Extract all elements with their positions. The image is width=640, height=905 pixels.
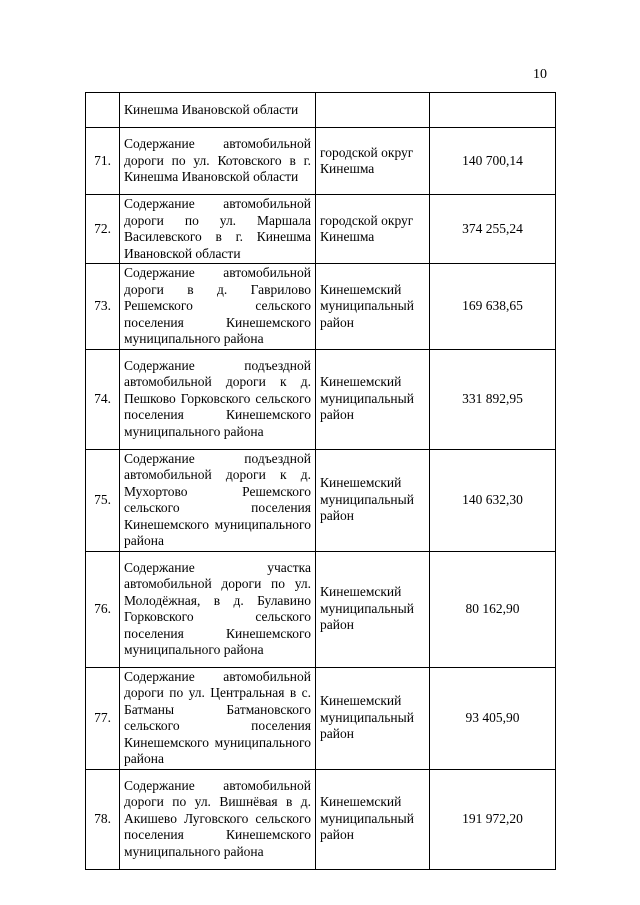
- row-number-cell: 77.: [86, 667, 120, 769]
- table-row: [86, 551, 556, 667]
- jurisdiction-cell: Кинешемский муниципальный район: [316, 667, 430, 769]
- amount-cell: [430, 93, 556, 128]
- jurisdiction-cell: Кинешемский муниципальный район: [316, 769, 430, 869]
- amount-cell: 93 405,90: [430, 667, 556, 769]
- table-row: [86, 264, 556, 350]
- jurisdiction-cell: [316, 93, 430, 128]
- description-cell: Содержание автомобильной дороги в д. Гаврилово Решемского сельского поселения Кинешемского муниципального района: [120, 264, 316, 350]
- road-maintenance-table: [85, 92, 556, 870]
- description-cell: Кинешма Ивановской области: [120, 93, 316, 128]
- row-number-cell: 73.: [86, 264, 120, 350]
- description-cell: Содержание подъездной автомобильной дороги к д. Мухортово Решемского сельского поселения Кинешемского муниципального района: [120, 449, 316, 551]
- amount-cell: 331 892,95: [430, 349, 556, 449]
- amount-cell: 191 972,20: [430, 769, 556, 869]
- amount-cell: 374 255,24: [430, 195, 556, 264]
- row-number-cell: [86, 93, 120, 128]
- description-cell: Содержание автомобильной дороги по ул. Маршала Василевского в г. Кинешма Ивановской области: [120, 195, 316, 264]
- jurisdiction-cell: городской округ Кинешма: [316, 195, 430, 264]
- description-cell: Содержание автомобильной дороги по ул. Центральная в с. Батманы Батмановского сельского поселения Кинешемского муниципального района: [120, 667, 316, 769]
- table-row: [86, 93, 556, 128]
- amount-cell: 140 632,30: [430, 449, 556, 551]
- jurisdiction-cell: Кинешемский муниципальный район: [316, 264, 430, 350]
- row-number-cell: 76.: [86, 551, 120, 667]
- amount-cell: 169 638,65: [430, 264, 556, 350]
- table-row: [86, 449, 556, 551]
- description-cell: Содержание автомобильной дороги по ул. Вишнёвая в д. Акишево Луговского сельского поселения Кинешемского муниципального района: [120, 769, 316, 869]
- table-row: [86, 195, 556, 264]
- row-number-cell: 78.: [86, 769, 120, 869]
- row-number-cell: 74.: [86, 349, 120, 449]
- table-row: [86, 667, 556, 769]
- jurisdiction-cell: Кинешемский муниципальный район: [316, 551, 430, 667]
- amount-cell: 80 162,90: [430, 551, 556, 667]
- row-number-cell: 75.: [86, 449, 120, 551]
- page-number: 10: [533, 67, 547, 82]
- jurisdiction-cell: городской округ Кинешма: [316, 128, 430, 195]
- row-number-cell: 71.: [86, 128, 120, 195]
- table-row: [86, 769, 556, 869]
- jurisdiction-cell: Кинешемский муниципальный район: [316, 349, 430, 449]
- amount-cell: 140 700,14: [430, 128, 556, 195]
- description-cell: Содержание автомобильной дороги по ул. Котовского в г. Кинешма Ивановской области: [120, 128, 316, 195]
- table-row: [86, 128, 556, 195]
- description-cell: Содержание подъездной автомобильной дороги к д. Пешково Горковского сельского поселения Кинешемского муниципального района: [120, 349, 316, 449]
- table-row: [86, 349, 556, 449]
- row-number-cell: 72.: [86, 195, 120, 264]
- jurisdiction-cell: Кинешемский муниципальный район: [316, 449, 430, 551]
- description-cell: Содержание участка автомобильной дороги по ул. Молодёжная, в д. Булавино Горковского сельского поселения Кинешемского муниципального района: [120, 551, 316, 667]
